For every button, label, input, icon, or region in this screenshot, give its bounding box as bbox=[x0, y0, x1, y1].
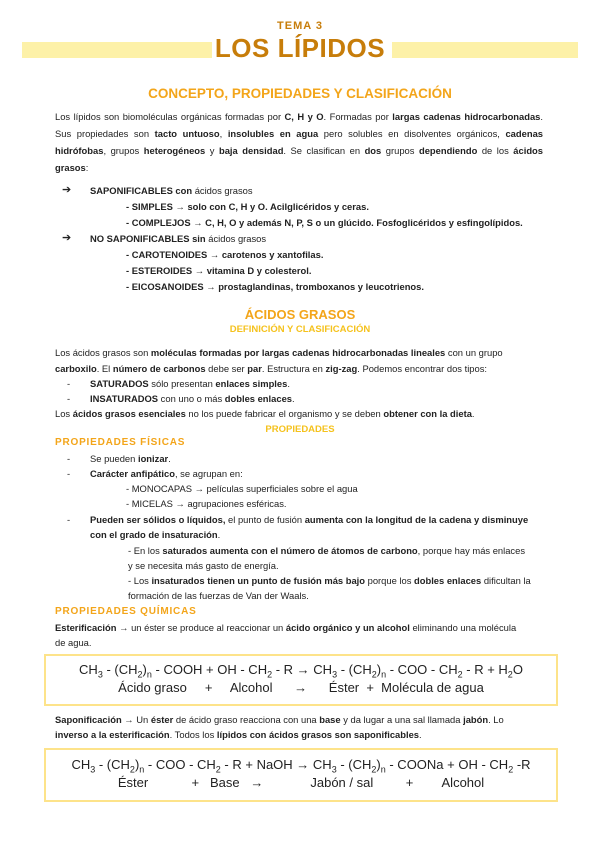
dash-bullet: - bbox=[67, 468, 71, 479]
text: . Sus propiedades son bbox=[55, 111, 544, 139]
text: Los lípidos son biomoléculas orgánicas formadas por bbox=[55, 111, 285, 122]
text-bold: dos bbox=[364, 145, 382, 156]
text-bold: par bbox=[247, 363, 262, 374]
eq-subscript: 2 bbox=[508, 764, 514, 775]
eq-subscript: 3 bbox=[90, 764, 96, 775]
text-bold: baja densidad bbox=[218, 145, 284, 156]
eq-subscript: 3 bbox=[97, 669, 103, 680]
text: debe ser bbox=[205, 363, 248, 374]
text: sólo presentan bbox=[148, 378, 216, 389]
eq-subscript: 2 bbox=[129, 764, 135, 775]
text-bold: aumenta con la longitud de la cadena y disminuye bbox=[304, 514, 529, 525]
insaturados-line bbox=[90, 393, 295, 404]
text: Los bbox=[55, 408, 73, 419]
monocapas-line: - MONOCAPAS → películas superficiales sobre el agua bbox=[126, 483, 358, 494]
text-bold: SATURADOS bbox=[90, 378, 149, 389]
text-bold: INSATURADOS bbox=[90, 393, 159, 404]
text-bold: ácidos grasos esenciales bbox=[72, 408, 186, 419]
text-bold: zig-zag bbox=[325, 363, 358, 374]
eq-text: - R + NaOH → CH bbox=[220, 757, 332, 772]
text: porque los bbox=[365, 575, 415, 586]
saturados-fusion-line-2: y se necesita más gasto de energía. bbox=[128, 560, 279, 571]
ionizar-line bbox=[90, 453, 171, 464]
saturados-fusion-line-1 bbox=[128, 545, 525, 556]
text-bold: inverso a la esterificación bbox=[55, 729, 170, 740]
text: . bbox=[292, 393, 295, 404]
topic-number: TEMA 3 bbox=[277, 20, 323, 32]
equation-esterificacion-labels: Ácido graso + Alcohol → Éster + Molécula de agua bbox=[118, 680, 484, 695]
solidos-line-2 bbox=[90, 529, 220, 540]
text: , bbox=[219, 128, 228, 139]
text: , se agrupan en: bbox=[174, 468, 243, 479]
esteroides-line: - ESTEROIDES → vitamina D y colesterol. bbox=[126, 265, 312, 276]
eq-text: - (CH bbox=[102, 662, 138, 677]
text-bold: dependiendo bbox=[418, 145, 478, 156]
text: no los puede fabricar el organismo y se deben bbox=[185, 408, 384, 419]
text: y bbox=[205, 145, 219, 156]
eq-text: - COONa + OH - CH bbox=[385, 757, 509, 772]
complejos-line: - COMPLEJOS → C, H, O y además N, P, S o un glúcido. Fosfoglicéridos y esfingolípidos. bbox=[126, 217, 523, 228]
heading-propiedades-quimicas: PROPIEDADES QUÍMICAS bbox=[55, 606, 197, 617]
text-bold: insolubles en agua bbox=[227, 128, 319, 139]
simples-line: - SIMPLES → solo con C, H y O. Acilglicéridos y ceras. bbox=[126, 201, 369, 212]
esenciales-line bbox=[55, 408, 475, 419]
eq-subscript: 2 bbox=[215, 764, 221, 775]
eq-text: ) bbox=[142, 662, 147, 677]
text-bold: base bbox=[319, 714, 341, 725]
eq-text: - COOH + OH - CH bbox=[151, 662, 268, 677]
saponificacion-line-2 bbox=[55, 729, 422, 740]
page-title: LOS LÍPIDOS bbox=[214, 33, 386, 63]
text-bold: lípidos con ácidos grasos son saponificables bbox=[216, 729, 420, 740]
text-bold: largas cadenas hidrocarbonadas bbox=[392, 111, 541, 122]
text-bold: heterogéneos bbox=[143, 145, 206, 156]
text: - En los bbox=[128, 545, 163, 556]
equation-esterificacion bbox=[46, 662, 556, 680]
text-bold: jabón bbox=[463, 714, 489, 725]
insaturados-fusion-line-2: formación de las fuerzas de Van der Waals. bbox=[128, 590, 309, 601]
text-bold: carboxilo bbox=[55, 363, 97, 374]
eq-text: - R → CH bbox=[272, 662, 333, 677]
eq-subscript: 2 bbox=[371, 669, 377, 680]
eq-subscript: 2 bbox=[137, 669, 143, 680]
arrow-bullet-icon: ➔ bbox=[62, 232, 72, 244]
eq-text: CH bbox=[71, 757, 91, 772]
text: pero solubles en disolventes orgánicos, bbox=[318, 128, 506, 139]
text: . Estructura en bbox=[261, 363, 326, 374]
text: . El bbox=[96, 363, 113, 374]
eq-text: ) bbox=[134, 757, 140, 772]
eq-subscript: n bbox=[139, 764, 145, 775]
text-bold: éster bbox=[150, 714, 174, 725]
text: el punto de fusión bbox=[225, 514, 305, 525]
text: → un éster se produce al reaccionar un bbox=[116, 622, 286, 633]
no-saponificables-line bbox=[90, 233, 266, 244]
solidos-line-1 bbox=[90, 514, 528, 525]
eq-subscript: 2 bbox=[507, 669, 513, 680]
text: . bbox=[168, 453, 171, 464]
equation-saponificacion bbox=[46, 757, 556, 775]
text: dificultan la bbox=[481, 575, 531, 586]
text: . bbox=[471, 408, 475, 419]
text: . Formadas por bbox=[323, 111, 393, 122]
text-bold: cadenas hidrófobas bbox=[55, 128, 543, 156]
eq-subscript: n bbox=[381, 669, 387, 680]
text-bold: NO SAPONIFICABLES sin bbox=[90, 233, 206, 244]
text-bold: con el grado de insaturación bbox=[90, 529, 218, 540]
text-bold: Pueden ser sólidos o líquidos, bbox=[90, 514, 226, 525]
subheading-propiedades: PROPIEDADES bbox=[265, 424, 335, 435]
text-bold: tacto untuoso bbox=[154, 128, 220, 139]
eq-text: -R bbox=[513, 757, 531, 772]
text-bold: saturados aumenta con el número de átomos de carbono bbox=[162, 545, 418, 556]
text-bold: Carácter anfipático bbox=[90, 468, 175, 479]
eq-text: - R + H bbox=[462, 662, 508, 677]
text-bold: Saponificación bbox=[55, 714, 122, 725]
text-bold: obtener con la dieta bbox=[383, 408, 472, 419]
heading-propiedades-fisicas: PROPIEDADES FÍSICAS bbox=[55, 437, 186, 448]
eq-text: - COO - CH bbox=[144, 757, 216, 772]
text-bold: ácidos grasos bbox=[55, 145, 543, 173]
text: Se pueden bbox=[90, 453, 138, 464]
equation-box-esterificacion bbox=[44, 654, 558, 706]
eq-subscript: 3 bbox=[331, 764, 337, 775]
text: . Lo bbox=[488, 714, 504, 725]
text-bold: Esterificación bbox=[55, 622, 117, 633]
text: , porque hay más enlaces bbox=[417, 545, 526, 556]
eq-text: CH bbox=[79, 662, 98, 677]
text-bold: dobles enlaces bbox=[224, 393, 292, 404]
text: , grupos bbox=[103, 145, 144, 156]
saturados-line bbox=[90, 378, 290, 389]
eq-text: - (CH bbox=[337, 662, 372, 677]
text: ácidos grasos bbox=[192, 185, 253, 196]
text: → Un bbox=[121, 714, 151, 725]
eq-text: - (CH bbox=[336, 757, 372, 772]
eq-subscript: 2 bbox=[457, 669, 463, 680]
text-bold: SAPONIFICABLES con bbox=[90, 185, 193, 196]
text-bold: moléculas formadas por largas cadenas hidrocarbonadas lineales bbox=[150, 347, 446, 358]
text-bold: ácido orgánico y un alcohol bbox=[285, 622, 410, 633]
text: . bbox=[419, 729, 422, 740]
saponificables-line bbox=[90, 185, 253, 196]
eq-text: O bbox=[512, 662, 523, 677]
text-bold: C, H y O bbox=[284, 111, 324, 122]
definition-line-2 bbox=[55, 363, 487, 374]
text: grupos bbox=[381, 145, 419, 156]
carotenoides-line: - CAROTENOIDES → carotenos y xantofilas. bbox=[126, 249, 324, 260]
insaturados-fusion-line-1 bbox=[128, 575, 531, 586]
arrow-bullet-icon: ➔ bbox=[62, 184, 72, 196]
text: Los ácidos grasos son bbox=[55, 347, 151, 358]
esterificacion-line-2: de agua. bbox=[55, 637, 92, 648]
text: y da lugar a una sal llamada bbox=[340, 714, 464, 725]
text: : bbox=[85, 162, 89, 173]
text: eliminando una molécula bbox=[409, 622, 517, 633]
section-heading-acidos-grasos: ÁCIDOS GRASOS bbox=[244, 307, 356, 322]
esterificacion-line-1 bbox=[55, 622, 516, 633]
text-bold: número de carbonos bbox=[112, 363, 206, 374]
text: con un grupo bbox=[445, 347, 503, 358]
section-heading-concepto: CONCEPTO, PROPIEDADES Y CLASIFICACIÓN bbox=[148, 86, 452, 101]
equation-box-saponificacion bbox=[44, 748, 558, 802]
dash-bullet: - bbox=[67, 393, 71, 404]
eq-text: ) bbox=[376, 662, 382, 677]
anfipatico-line bbox=[90, 468, 243, 479]
saponificacion-line-1 bbox=[55, 714, 504, 725]
intro-paragraph bbox=[55, 108, 543, 176]
eq-text: - (CH bbox=[95, 757, 130, 772]
eq-subscript: 3 bbox=[332, 669, 338, 680]
text-bold: dobles enlaces bbox=[414, 575, 482, 586]
text: con uno o más bbox=[158, 393, 225, 404]
text-bold: insaturados tienen un punto de fusión más bajo bbox=[151, 575, 366, 586]
text: - Los bbox=[128, 575, 152, 586]
eq-subscript: n bbox=[146, 669, 152, 680]
eq-subscript: 2 bbox=[267, 669, 273, 680]
text: . bbox=[217, 529, 221, 540]
dash-bullet: - bbox=[67, 378, 71, 389]
micelas-line: - MICELAS → agrupaciones esféricas. bbox=[126, 498, 287, 509]
dash-bullet: - bbox=[67, 453, 71, 464]
text: . Todos los bbox=[169, 729, 217, 740]
text: ácidos grasos bbox=[205, 233, 267, 244]
eq-subscript: 2 bbox=[371, 764, 377, 775]
definition-line-1 bbox=[55, 347, 503, 358]
text: . bbox=[287, 378, 290, 389]
subheading-definicion: DEFINICIÓN Y CLASIFICACIÓN bbox=[229, 324, 371, 335]
eq-text: ) bbox=[376, 757, 381, 772]
eicosanoides-line: - EICOSANOIDES → prostaglandinas, tromboxanos y leucotrienos. bbox=[126, 281, 424, 292]
equation-saponificacion-labels: Éster + Base → Jabón / sal + Alcohol bbox=[117, 775, 485, 790]
text-bold: enlaces simples bbox=[215, 378, 288, 389]
eq-text: - COO - CH bbox=[386, 662, 458, 677]
eq-subscript: n bbox=[380, 764, 386, 775]
text: de ácido graso reacciona con una bbox=[173, 714, 320, 725]
text: . Podemos encontrar dos tipos: bbox=[357, 363, 487, 374]
text-bold: ionizar bbox=[137, 453, 169, 464]
dash-bullet: - bbox=[67, 514, 71, 525]
text: . Se clasifican en bbox=[283, 145, 365, 156]
text: de los bbox=[477, 145, 514, 156]
